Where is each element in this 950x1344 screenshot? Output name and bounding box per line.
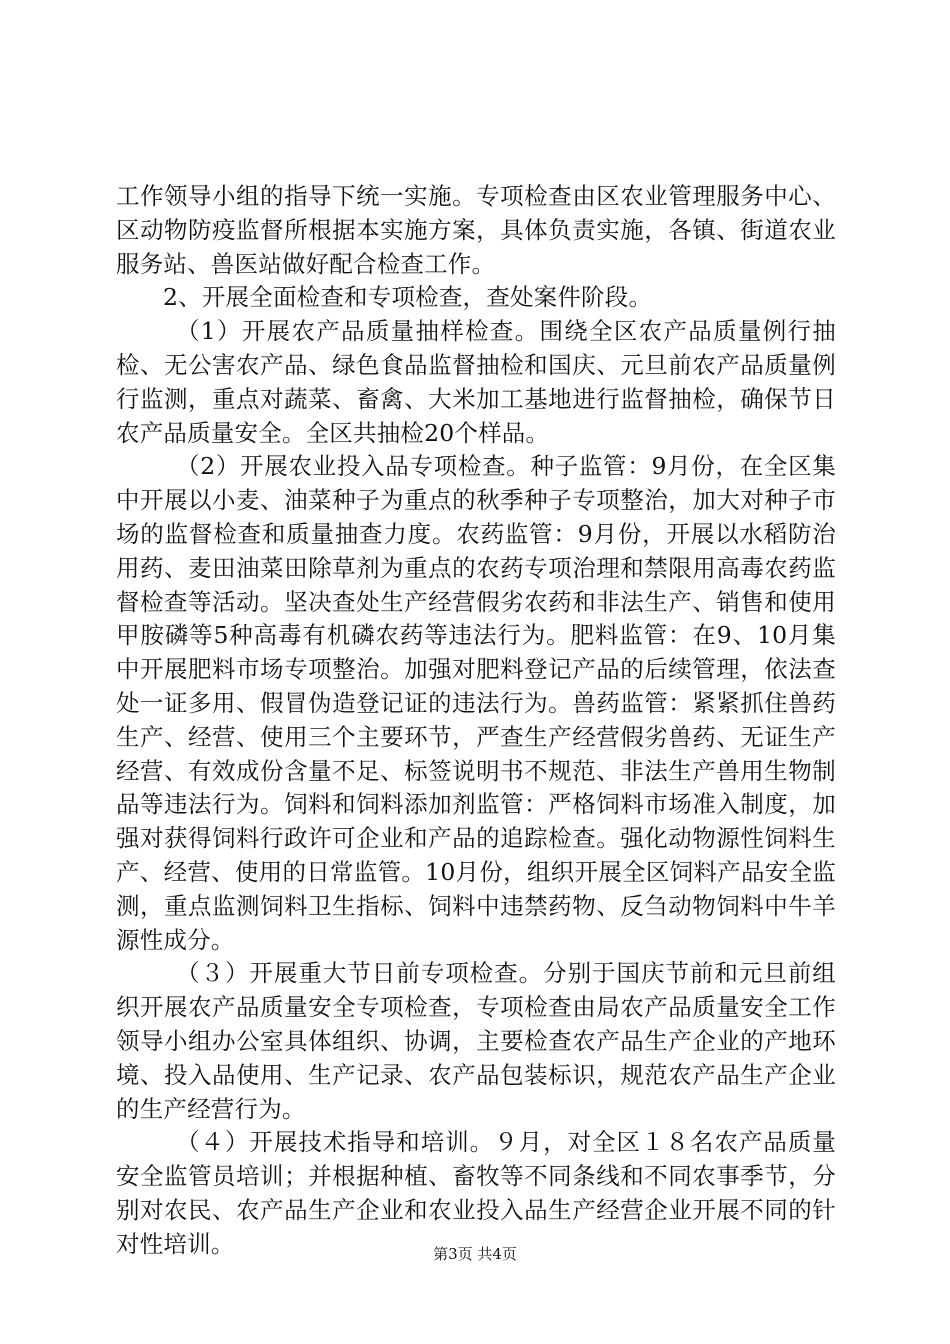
- paragraph-item-1: （1）开展农产品质量抽样检查。围绕全区农产品质量例行抽检、无公害农产品、绿色食品监督抽检和国庆、元旦前农产品质量例行监测，重点对蔬菜、畜禽、大米加工基地进行监督抽检，确保节日农产品质量安全。全区共抽检20个样品。: [116, 317, 836, 447]
- paragraph-item-3: （３）开展重大节日前专项检查。分别于国庆节前和元旦前组织开展农产品质量安全专项检查，专项检查由局农产品质量安全工作领导小组办公室具体组织、协调，主要检查农产品生产企业的产地环境、投入品使用、生产记录、农产品包装标识，规范农产品生产企业的生产经营行为。: [116, 959, 836, 1123]
- paragraph-item-4: （４）开展技术指导和培训。９月，对全区１８名农产品质量安全监管员培训；并根据种植、畜牧等不同条线和不同农事季节，分别对农民、农产品生产企业和农业投入品生产经营企业开展不同的针对性培训。: [116, 1128, 836, 1258]
- paragraph-section-2-heading: 2、开展全面检查和专项检查，查处案件阶段。: [163, 283, 653, 312]
- paragraph-continuation: 工作领导小组的指导下统一实施。专项检查由区农业管理服务中心、区动物防疫监督所根据本实施方案，具体负责实施，各镇、街道农业服务站、兽医站做好配合检查工作。: [116, 182, 836, 278]
- page-footer: 第3页 共4页: [433, 1245, 517, 1263]
- document-body: [116, 180, 836, 1262]
- paragraph-item-2: （2）开展农业投入品专项检查。种子监管：9月份，在全区集中开展以小麦、油菜种子为重点的秋季种子专项整治，加大对种子市场的监督检查和质量抽查力度。农药监管：9月份，开展以水稻防治用药、麦田油菜田除草剂为重点的农药专项治理和禁限用高毒农药监督检查等活动。坚决查处生产经营假劣农药和非法生产、销售和使用甲胺磷等5种高毒有机磷农药等违法行为。肥料监管：在9、10月集中开展肥料市场专项整治。加强对肥料登记产品的后续管理，依法查处一证多用、假冒伪造登记证的违法行为。兽药监管：紧紧抓住兽药生产、经营、使用三个主要环节，严查生产经营假劣兽药、无证生产经营、有效成份含量不足、标签说明书不规范、非法生产兽用生物制品等违法行为。饲料和饲料添加剂监管：严格饲料市场准入制度，加强对获得饲料行政许可企业和产品的追踪检查。强化动物源性饲料生产、经营、使用的日常监管。10月份，组织开展全区饲料产品安全监测，重点监测饲料卫生指标、饲料中违禁药物、反刍动物饲料中牛羊源性成分。: [116, 452, 836, 954]
